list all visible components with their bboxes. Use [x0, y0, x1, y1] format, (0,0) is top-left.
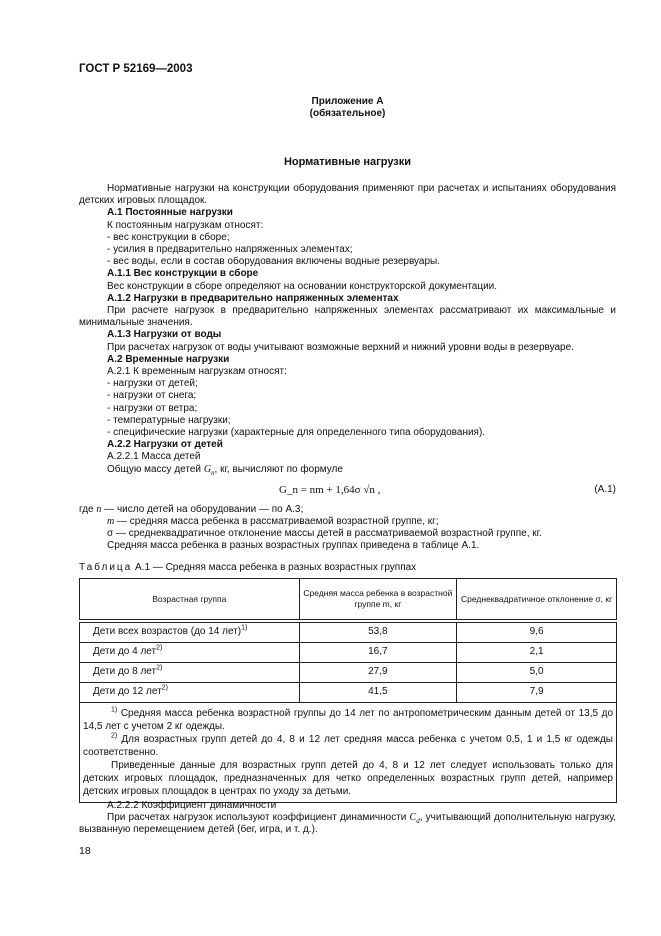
section-a13-heading: А.1.3 Нагрузки от воды [107, 329, 222, 341]
table-row [80, 663, 617, 683]
list-item: - усилия в предварительно напряженных элементах; [107, 244, 353, 256]
table-note-3: Приведенные данные для возрастных групп детей до 4, 8 и 12 лет следует использовать только для детских игровых площадок, предназначенных для четко определенных возрастных групп детей, например детских игровых площадок в центрах по уходу за детьми. [83, 760, 613, 797]
section-a13-text: При расчетах нагрузок от воды учитывают возможные верхний и нижний уровни воды в резервуаре. [107, 341, 574, 353]
section-a22-heading: А.2.2 Нагрузки от детей [107, 439, 223, 451]
cell-mass: 27,9 [299, 663, 457, 683]
standard-header: ГОСТ Р 52169—2003 [79, 63, 193, 75]
list-item: - вес воды, если в состав оборудования включены водные резервуары. [107, 256, 441, 268]
where-line: m — средняя масса ребенка в рассматриваемой возрастной группе, кг; [107, 516, 439, 528]
cell-sd: 7,9 [457, 683, 617, 703]
variable-g: $G_n$ [203, 463, 215, 477]
mass-table [79, 578, 617, 803]
section-a11-text: Вес конструкции в сборе определяют на основании конструкторской документации. [107, 280, 498, 292]
where-line: где n — число детей на оборудовании — по А.3; [79, 503, 304, 515]
header-std-dev: Среднеквадратичное отклонение σ, кг [457, 579, 617, 620]
page-number: 18 [79, 845, 91, 857]
formula-a1 [79, 476, 616, 504]
cell-mass: 53,8 [299, 623, 457, 643]
formula-number: (А.1) [594, 483, 616, 495]
table-caption: Таблица А.1 — Средняя масса ребенка в разных возрастных группах [79, 562, 417, 573]
cell-group: Дети до 4 лет$^{2)}$ [80, 643, 300, 663]
cell-sd: 9,6 [457, 623, 617, 643]
section-a2-heading: А.2 Временные нагрузки [107, 353, 230, 365]
appendix-heading [79, 96, 616, 120]
list-item: - нагрузки от ветра; [107, 402, 198, 414]
section-a1-text: К постоянным нагрузкам относят: [107, 219, 264, 231]
bottom-text [79, 800, 616, 837]
list-item: - температурные нагрузки; [107, 414, 231, 426]
body-text [79, 183, 616, 553]
cell-group: Дети до 12 лет$^{2)}$ [80, 683, 300, 703]
table-row [80, 683, 617, 703]
cell-group: Дети всех возрастов (до 14 лет)$^{1)}$ [80, 623, 300, 643]
appendix-title: Приложение А [311, 96, 384, 107]
section-a1-heading: А.1 Постоянные нагрузки [107, 207, 233, 219]
cell-mass: 41,5 [299, 683, 457, 703]
table-reference-text: Средняя масса ребенка в разных возрастных группах приведена в таблице А.1. [107, 540, 480, 552]
section-a11-heading: А.1.1 Вес конструкции в сборе [107, 268, 259, 280]
list-item: - нагрузки от снега; [107, 390, 197, 402]
appendix-status: (обязательное) [309, 108, 386, 119]
cell-mass: 16,7 [299, 643, 457, 663]
table-row [80, 623, 617, 643]
table-notes-row [80, 703, 617, 803]
section-a12-text: При расчете нагрузок в предварительно напряженных элементах рассматривают их максимальные и минимальные значения. [79, 305, 616, 329]
table-note-2: $^{2)}$ Для возрастных групп детей до 4, 8 и 12 лет средняя масса ребенка с учетом 0,5, 1 и 1,5 кг одежды соответственно. [83, 732, 613, 758]
table-header-row [80, 579, 617, 620]
document-title: Нормативные нагрузки [283, 156, 412, 168]
list-item: - специфические нагрузки (характерные для определенного типа оборудования). [107, 427, 486, 439]
list-item: - нагрузки от детей; [107, 378, 198, 390]
formula-expression: G_n = nm + 1,64σ √n , [279, 483, 381, 496]
cell-sd: 5,0 [457, 663, 617, 683]
cell-sd: 2,1 [457, 643, 617, 663]
where-line: σ — среднеквадратичное отклонение массы детей в рассматриваемой возрастной группе, кг. [107, 528, 542, 540]
intro-paragraph: Нормативные нагрузки на конструкции оборудования применяют при расчетах и испытаниях оборудования детских игровых площадок. [79, 183, 616, 207]
header-mean-mass: Средняя масса ребенка в возрастной группе m, кг [299, 579, 457, 620]
section-a221-heading: А.2.2.1 Масса детей [107, 451, 201, 463]
list-item: - вес конструкции в сборе; [107, 231, 230, 243]
table-row [80, 643, 617, 663]
table-notes [80, 703, 617, 803]
cell-group: Дети до 8 лет$^{2)}$ [80, 663, 300, 683]
section-a221-text: Общую массу детей $G_n$, кг, вычисляют по формуле [107, 463, 343, 477]
section-a21-text: А.2.1 К временным нагрузкам относят: [107, 366, 287, 378]
variable-cd: $C_d$ [409, 812, 420, 826]
section-a12-heading: А.1.2 Нагрузки в предварительно напряженных элементах [107, 292, 399, 304]
header-age-group: Возрастная группа [80, 579, 300, 620]
section-a222-text: При расчетах нагрузок используют коэффициент динамичности $C_d$, учитывающий дополнительную нагрузку, вызванную перемещением детей (бег, игра, и т. д.). [79, 812, 616, 836]
table-note-1: $^{1)}$ Средняя масса ребенка возрастной группы до 14 лет по антропометрическим данным детей от 13,5 до 14,5 лет с учетом 2 кг одежды. [83, 706, 613, 732]
section-a222-heading: А.2.2.2 Коэффициент динамичности [107, 800, 277, 811]
